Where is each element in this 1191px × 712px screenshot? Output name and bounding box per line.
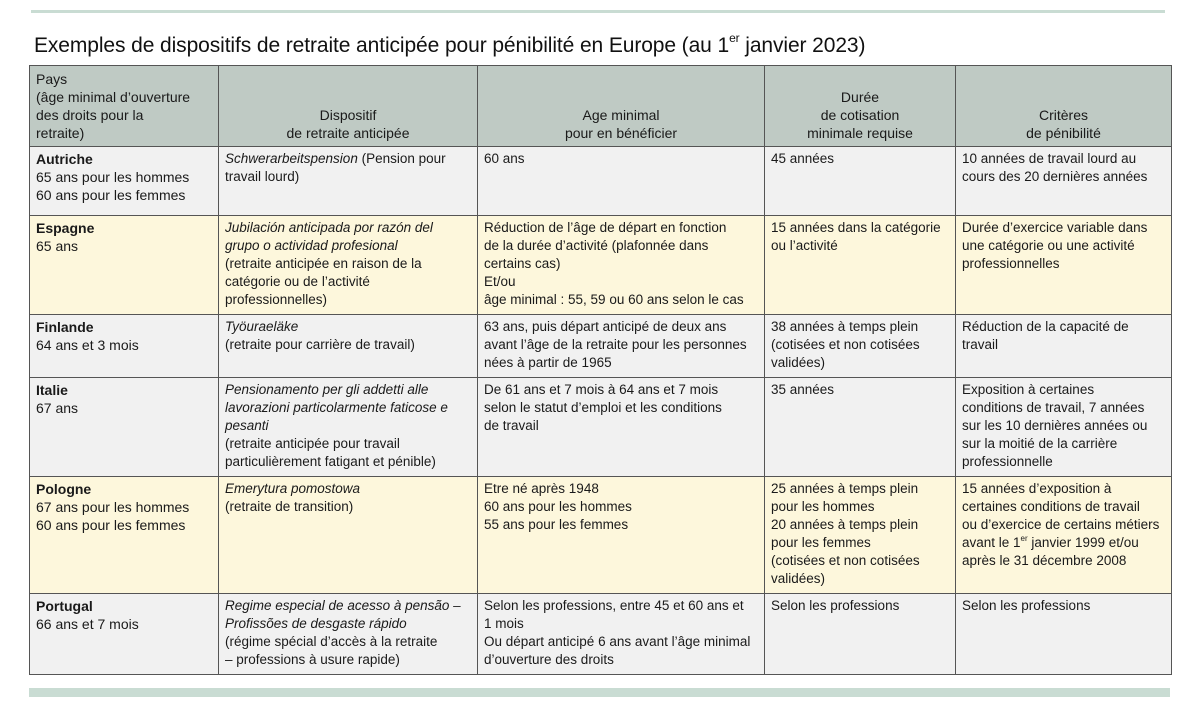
page-title [34, 33, 865, 59]
cell-text: certaines conditions de travail [962, 499, 1140, 514]
cell-text: de travail [484, 418, 539, 433]
header-text: Dispositif [319, 107, 377, 123]
min-age: 67 ans [36, 400, 79, 416]
cell-age-minimal [478, 378, 765, 477]
cell-text: certains cas) [484, 256, 561, 271]
cell-text: cours des 20 dernières années [962, 169, 1148, 184]
dispositif-name: Työuraeläke [225, 319, 299, 334]
dispositif-translation: particulièrement fatigant et pénible) [225, 454, 436, 469]
dispositif-translation: catégorie ou de l’activité [225, 274, 370, 289]
country-name: Italie [36, 382, 68, 398]
cell-dispositif [219, 378, 478, 477]
min-age: 60 ans pour les femmes [36, 187, 186, 203]
cell-duree [765, 315, 956, 378]
dispositif-translation: (régime spécial d’accès à la retraite [225, 634, 438, 649]
title-main: Exemples de dispositifs de retraite anticipée pour pénibilité en Europe (au 1 [34, 34, 730, 57]
cell-text: 15 années dans la catégorie [771, 220, 941, 235]
dispositif-name: Emerytura pomostowa [225, 481, 361, 496]
cell-text: sur la moitié de la carrière [962, 436, 1118, 451]
cell-text: Exposition à certaines [962, 382, 1095, 397]
cell-dispositif [219, 147, 478, 216]
bottom-rule [29, 688, 1170, 697]
table-row-espagne [30, 216, 1172, 315]
cell-text: validées) [771, 571, 826, 586]
cell-text: De 61 ans et 7 mois à 64 ans et 7 mois [484, 382, 719, 397]
cell-criteres [956, 594, 1172, 675]
cell-criteres [956, 378, 1172, 477]
dispositif-translation: – professions à usure rapide) [225, 652, 400, 667]
dispositif-name: lavorazioni particolarmente faticose e [225, 400, 448, 415]
header-criteres [956, 66, 1172, 147]
cell-text: 60 ans [484, 151, 525, 166]
cell-text: ou l’activité [771, 238, 838, 253]
country-name: Pologne [36, 481, 92, 497]
cell-age-minimal [478, 147, 765, 216]
header-text: Critères [1038, 107, 1088, 123]
dispositif-translation: (retraite anticipée en raison de la [225, 256, 422, 271]
dispositif-name: Schwerarbeitspension [225, 151, 358, 166]
cell-text: professionnelle [962, 454, 1053, 469]
cell-dispositif [219, 216, 478, 315]
cell-criteres [956, 315, 1172, 378]
cell-text: travail [962, 337, 999, 352]
cell-text: nées à partir de 1965 [484, 355, 612, 370]
header-pays [30, 66, 219, 147]
cell-duree [765, 147, 956, 216]
country-name: Finlande [36, 319, 94, 335]
header-text: (âge minimal d’ouverture [36, 89, 191, 105]
cell-text: conditions de travail, 7 années [962, 400, 1145, 415]
header-text: Pays [36, 71, 68, 87]
min-age: 60 ans pour les femmes [36, 517, 186, 533]
cell-text: Selon les professions, entre 45 et 60 ans et [484, 598, 744, 613]
dispositif-translation: (retraite de transition) [225, 499, 354, 514]
cell-text: 55 ans pour les femmes [484, 517, 629, 532]
min-age: 65 ans pour les hommes [36, 169, 190, 185]
header-age-minimal [478, 66, 765, 147]
cell-text: Selon les professions [962, 598, 1091, 613]
dispositif-name: Jubilación anticipada por razón del [225, 220, 433, 235]
dispositif-name: grupo o actividad profesional [225, 238, 398, 253]
cell-text: (cotisées et non cotisées [771, 337, 920, 352]
header-text: de pénibilité [1026, 125, 1101, 141]
cell-dispositif [219, 477, 478, 594]
table-row-portugal [30, 594, 1172, 675]
cell-pays [30, 147, 219, 216]
cell-pays [30, 378, 219, 477]
dispositif-translation: (retraite pour carrière de travail) [225, 337, 415, 352]
cell-duree [765, 216, 956, 315]
cell-duree [765, 378, 956, 477]
top-rule [31, 10, 1165, 13]
cell-text: professionnelles [962, 256, 1060, 271]
cell-text: 60 ans pour les hommes [484, 499, 632, 514]
cell-text: 35 années [771, 382, 835, 397]
cell-criteres [956, 477, 1172, 594]
cell-pays [30, 216, 219, 315]
cell-duree [765, 477, 956, 594]
dispositif-translation: travail lourd) [225, 169, 300, 184]
header-text: de retraite anticipée [286, 125, 410, 141]
cell-text: avant l’âge de la retraite pour les personnes [484, 337, 747, 352]
cell-text: Réduction de l’âge de départ en fonction [484, 220, 727, 235]
cell-criteres [956, 216, 1172, 315]
title-end: janvier 2023) [739, 34, 866, 57]
dispositif-name: Profissões de desgaste rápido [225, 616, 407, 631]
header-text: des droits pour la [36, 107, 144, 123]
min-age: 65 ans [36, 238, 79, 254]
country-name: Espagne [36, 220, 95, 236]
header-text: Durée [840, 89, 880, 105]
table-row-italie [30, 378, 1172, 477]
cell-text: 10 années de travail lourd au [962, 151, 1137, 166]
cell-text: après le 31 décembre 2008 [962, 553, 1127, 568]
cell-text: d’ouverture des droits [484, 652, 614, 667]
cell-age-minimal [478, 216, 765, 315]
country-name: Autriche [36, 151, 93, 167]
cell-text: âge minimal : 55, 59 ou 60 ans selon le cas [484, 292, 744, 307]
retirement-table [29, 65, 1172, 675]
cell-text: sur les 10 dernières années ou [962, 418, 1148, 433]
dispositif-translation: professionnelles) [225, 292, 328, 307]
cell-text: (cotisées et non cotisées [771, 553, 920, 568]
cell-text: de la durée d’activité (plafonnée dans [484, 238, 709, 253]
header-duree [765, 66, 956, 147]
cell-text: validées) [771, 355, 826, 370]
cell-text: 15 années d’exposition à [962, 481, 1112, 496]
header-text: retraite) [36, 125, 85, 141]
cell-text: ou d’exercice de certains métiers [962, 517, 1160, 532]
header-row [30, 66, 1172, 147]
header-text: minimale requise [807, 125, 913, 141]
cell-text: 45 années [771, 151, 835, 166]
table-row-autriche [30, 147, 1172, 216]
min-age: 67 ans pour les hommes [36, 499, 190, 515]
cell-text: Durée d’exercice variable dans [962, 220, 1148, 235]
table-row-finlande [30, 315, 1172, 378]
cell-text: pour les femmes [771, 535, 871, 550]
cell-age-minimal [478, 594, 765, 675]
title-superscript: er [729, 31, 740, 45]
country-name: Portugal [36, 598, 93, 614]
cell-text: Etre né après 1948 [484, 481, 599, 496]
cell-text: 25 années à temps plein [771, 481, 919, 496]
cell-text-date [962, 534, 1165, 552]
cell-text: une catégorie ou une activité [962, 238, 1135, 253]
cell-text: Ou départ anticipé 6 ans avant l’âge minimal [484, 634, 751, 649]
cell-pays [30, 594, 219, 675]
cell-dispositif [219, 315, 478, 378]
header-text: de cotisation [820, 107, 900, 123]
superscript: er [1020, 533, 1028, 543]
header-text: pour en bénéficier [564, 125, 678, 141]
dispositif-translation: (retraite anticipée pour travail [225, 436, 400, 451]
dispositif-name: pesanti [225, 418, 269, 433]
cell-text: 1 mois [484, 616, 524, 631]
cell-text: 63 ans, puis départ anticipé de deux ans [484, 319, 727, 334]
cell-text: Selon les professions [771, 598, 900, 613]
cell-duree [765, 594, 956, 675]
cell-text: janvier 1999 et/ou [1027, 535, 1139, 550]
header-text: Age minimal [582, 107, 660, 123]
cell-text: 38 années à temps plein [771, 319, 919, 334]
cell-text: Réduction de la capacité de [962, 319, 1129, 334]
cell-text: Et/ou [484, 274, 516, 289]
cell-text: 20 années à temps plein [771, 517, 919, 532]
header-dispositif [219, 66, 478, 147]
cell-dispositif [219, 594, 478, 675]
cell-pays [30, 315, 219, 378]
dispositif-name: Regime especial de acesso à pensão – [225, 598, 461, 613]
cell-criteres [956, 147, 1172, 216]
min-age: 64 ans et 3 mois [36, 337, 139, 353]
table-row-pologne [30, 477, 1172, 594]
cell-text: pour les hommes [771, 499, 875, 514]
cell-text: selon le statut d’emploi et les conditions [484, 400, 722, 415]
dispositif-name: Pensionamento per gli addetti alle [225, 382, 429, 397]
cell-age-minimal [478, 477, 765, 594]
cell-pays [30, 477, 219, 594]
dispositif-translation: (Pension pour [357, 151, 446, 166]
cell-age-minimal [478, 315, 765, 378]
min-age: 66 ans et 7 mois [36, 616, 139, 632]
cell-text: avant le 1 [962, 535, 1021, 550]
